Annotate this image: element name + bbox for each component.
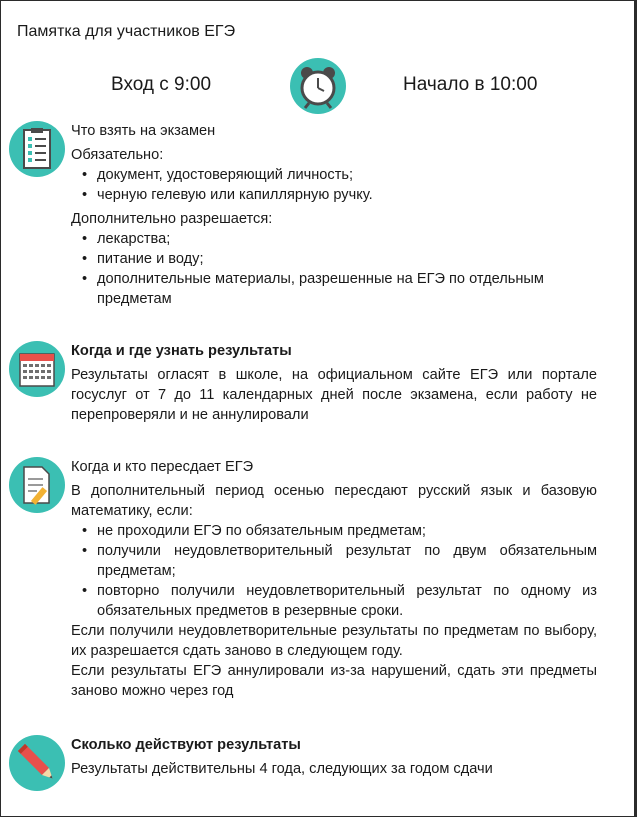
section-intro: В дополнительный период осенью пересдают русский язык и базовую математику, если:: [71, 483, 597, 519]
checklist-icon: [9, 121, 65, 177]
section-paragraph: Если результаты ЕГЭ аннулировали из-за нарушений, сдать эти предметы заново можно через год: [71, 663, 597, 699]
pencil-icon: [9, 735, 65, 791]
list-item: • повторно получили неудовлетворительный результат по одному из обязательных предметов в резервные сроки.: [71, 581, 597, 621]
document-pencil-icon: [9, 457, 65, 513]
list-item: • питание и воду;: [71, 249, 597, 269]
section-paragraph: Если получили неудовлетворительные результаты по предметам по выбору, их разрешается сдать заново в следующем году.: [71, 623, 597, 659]
list-item: • получили неудовлетворительный результат по двум обязательным предметам;: [71, 541, 597, 581]
entry-time: Вход с 9:00: [111, 74, 212, 95]
list-item: • дополнительные материалы, разрешенные на ЕГЭ по отдельным предметам: [71, 269, 597, 309]
section-heading: Когда и кто пересдает ЕГЭ: [71, 459, 254, 475]
mandatory-label: Обязательно:: [71, 147, 164, 163]
start-time: Начало в 10:00: [403, 74, 538, 95]
list-item: • лекарства;: [71, 229, 597, 249]
section-text: Результаты действительны 4 года, следующих за годом сдачи: [71, 761, 493, 777]
list-item: • черную гелевую или капиллярную ручку.: [71, 185, 597, 205]
mandatory-list: [71, 165, 597, 205]
extra-label: Дополнительно разрешается:: [71, 211, 273, 227]
list-item: • не проходили ЕГЭ по обязательным предметам;: [71, 521, 597, 541]
calendar-icon: [9, 341, 65, 397]
list-item: • документ, удостоверяющий личность;: [71, 165, 597, 185]
section-heading: Сколько действуют результаты: [71, 737, 301, 753]
alarm-clock-icon: [290, 58, 346, 114]
section-heading: Когда и где узнать результаты: [71, 343, 292, 359]
page-title: Памятка для участников ЕГЭ: [17, 23, 236, 40]
retake-list: [71, 521, 597, 621]
section-text: Результаты огласят в школе, на официальном сайте ЕГЭ или портале госуслуг от 7 до 11 календарных дней после экзамена, если работу не перепроверяли и не аннулировали: [71, 367, 597, 423]
extra-list: [71, 229, 597, 309]
section-heading: Что взять на экзамен: [71, 123, 216, 139]
